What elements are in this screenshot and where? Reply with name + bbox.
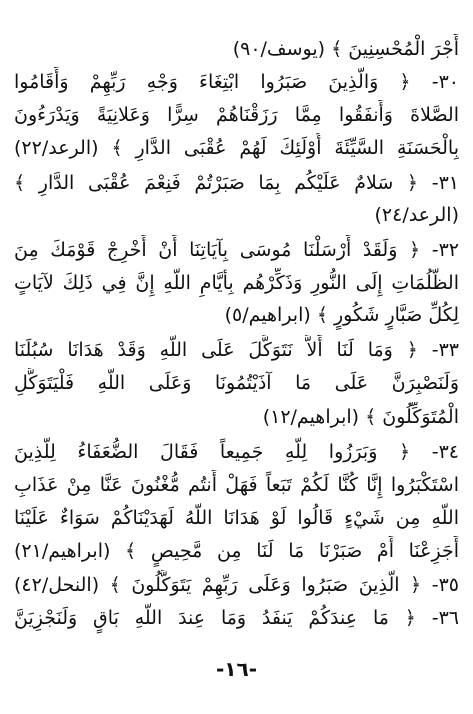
text-line-4: بِالْحَسَنَةِ السَّيِّئَةَ أُوْلَئِكَ لَهُمْ عُقْبَى الدَّارِ ﴾ (الرعد/٢٢) — [14, 137, 459, 159]
text-line-15: اللَّهِ مِن شَيْءٍ قَالُوا لَوْ هَدَانَا اللَّهُ لَهَدَيْنَاكُمْ سَوَاءٌ عَلَيْنَا — [14, 507, 459, 529]
text-line-6: (الرعد/٢٤) — [374, 204, 459, 226]
text-line-16: أَجَزِعْنَا أَمْ صَبَرْنَا مَا لَنَا مِن مَّحِيصٍ ﴾ (ابراهيم/٢١) — [14, 540, 459, 562]
text-line-14: اسْتَكْبَرُوا إِنَّا كُنَّا لَكُمْ تَبَعاً فَهَلْ أَنتُم مُّغْنُونَ عَنَّا مِنْ عَذَابِ — [14, 474, 459, 496]
text-line-11: وَلَنَصْبِرَنَّ عَلَى مَا آذَيْتُمُونَا وَعَلَى اللَّهِ فَلْيَتَوَكَّلِ — [14, 372, 459, 394]
text-line-17: ٣٥- ﴿ الَّذِينَ صَبَرُوا وَعَلَى رَبِّهِمْ يَتَوَكَّلُونَ ﴾ (النحل/٤٢) — [14, 574, 459, 596]
text-line-2: ٣٠- ﴿ وَالَّذِينَ صَبَرُوا ابْتِغَاءَ وَجْهِ رَبِّهِمْ وَأَقَامُوا — [14, 71, 459, 93]
text-line-18: ٣٦- ﴿ مَا عِندَكُمْ يَنفَدُ وَمَا عِندَ اللَّهِ بَاقٍ وَلَنَجْزِيَنَّ — [14, 607, 459, 629]
text-line-3: الصَّلاةَ وَأَنفَقُوا مِمَّا رَزَقْنَاهُمْ سِرًّا وَعَلانِيَةً وَيَدْرَءُونَ — [14, 104, 459, 126]
text-line-8: الظُّلُمَاتِ إِلَى النُّورِ وَذَكِّرْهُم بِأَيَّامِ اللَّهِ إِنَّ فِي ذَلِكَ لآيَاتٍ — [14, 272, 459, 294]
text-line-12: الْمُتَوَكِّلُونَ ﴾ (ابراهيم/١٢) — [262, 406, 459, 428]
text-line-13: ٣٤- ﴿ وَبَرَزُوا لِلَّهِ جَمِيعاً فَقَالَ الضُّعَفَاءُ لِلَّذِينَ — [14, 441, 459, 463]
text-line-9: لِكُلِّ صَبَّارٍ شَكُورٍ ﴾ (ابراهيم/٥) — [224, 304, 459, 326]
text-line-1: أَجْرَ الْمُحْسِنِينَ ﴾ (يوسف/٩٠) — [232, 38, 459, 60]
text-line-7: ٣٢- ﴿ وَلَقَدْ أَرْسَلْنَا مُوسَى بِآيَاتِنَا أَنْ أَخْرِجْ قَوْمَكَ مِنَ — [14, 239, 459, 261]
page-number: -١٦- — [215, 657, 258, 681]
text-line-10: ٣٣- ﴿ وَمَا لَنَا أَلاَّ نَتَوَكَّلَ عَلَى اللَّهِ وَقَدْ هَدَانَا سُبُلَنَا — [14, 339, 459, 361]
text-line-5: ٣١- ﴿ سَلامٌ عَلَيْكُم بِمَا صَبَرْتُمْ فَنِعْمَ عُقْبَى الدَّارِ ﴾ — [14, 172, 459, 194]
